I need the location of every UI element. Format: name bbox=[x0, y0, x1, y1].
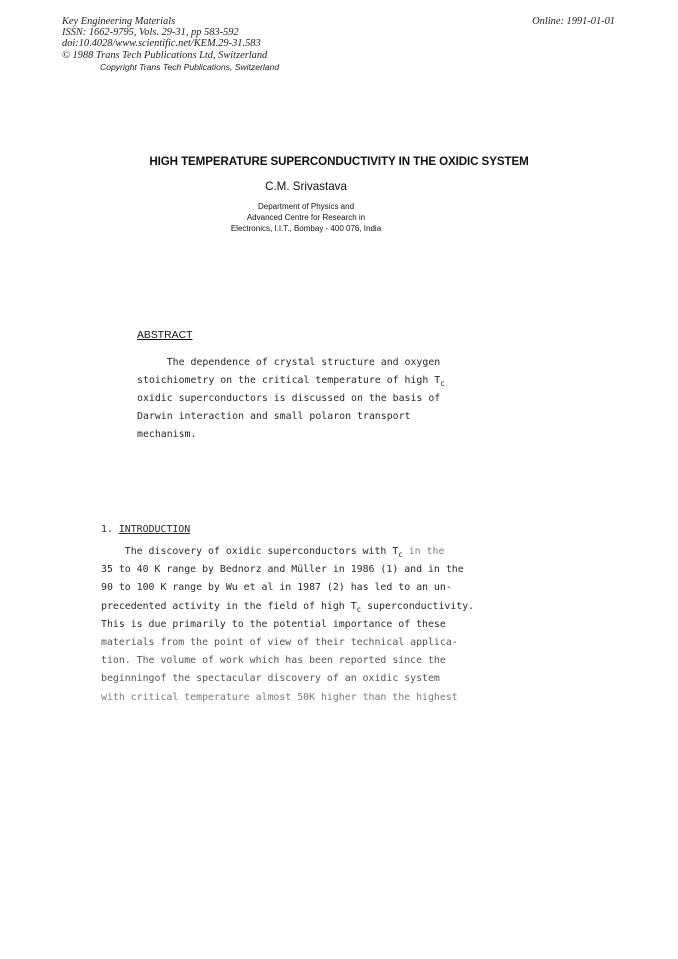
intro-line: tion. The volume of work which has been reported since the bbox=[101, 655, 446, 667]
section-number: 1. bbox=[101, 524, 119, 535]
abstract-line: mechanism. bbox=[137, 429, 197, 440]
affiliation-line: Advanced Centre for Research in bbox=[246, 213, 366, 223]
intro-line-text: superconductivity. bbox=[361, 600, 475, 612]
issn-line: ISSN: 1662-9795, Vols. 29-31, pp 583-592 bbox=[62, 27, 239, 39]
paper-author: C.M. Srivastava bbox=[265, 180, 347, 193]
abstract-line bbox=[137, 372, 445, 390]
intro-line bbox=[101, 598, 474, 616]
copyright-line: © 1988 Trans Tech Publications Ltd, Switzerland bbox=[62, 49, 268, 61]
abstract-body bbox=[137, 354, 445, 444]
abstract-line: oxidic superconductors is discussed on the basis of bbox=[137, 393, 441, 404]
abstract-line-text: stoichiometry on the critical temperature of high T bbox=[137, 375, 441, 386]
intro-line-text: in the bbox=[402, 546, 445, 557]
intro-line: 90 to 100 K range by Wu et al in 1987 (2) has led to an un- bbox=[101, 582, 452, 594]
subscript-c: c bbox=[440, 379, 445, 388]
intro-line: 35 to 40 K range by Bednorz and Müller in 1986 (1) and in the bbox=[101, 564, 464, 576]
journal-metadata bbox=[62, 16, 279, 73]
intro-line: beginningof the spectacular discovery of an oxidic system bbox=[101, 673, 440, 685]
affiliation-line: Department of Physics and bbox=[257, 202, 355, 211]
copyright-trans-tech: Copyright Trans Tech Publications, Switzerland bbox=[100, 61, 280, 72]
intro-line bbox=[101, 543, 474, 561]
journal-name: Key Engineering Materials bbox=[62, 16, 176, 27]
paper-title: HIGH TEMPERATURE SUPERCONDUCTIVITY IN THE OXIDIC SYSTEM bbox=[149, 155, 529, 168]
intro-line-text: precedented activity in the field of high T bbox=[101, 600, 357, 612]
section-title: INTRODUCTION bbox=[118, 524, 191, 535]
intro-line: materials from the point of view of their technical applica- bbox=[101, 637, 458, 649]
affiliation-line: Electronics, I.I.T., Bombay - 400 076, India bbox=[230, 224, 382, 234]
subscript-c: c bbox=[398, 550, 403, 559]
intro-line: with critical temperature almost 50K higher than the highest bbox=[101, 691, 458, 703]
intro-line-text: The discovery of oxidic superconductors with T bbox=[101, 546, 399, 557]
abstract-line: The dependence of crystal structure and oxygen bbox=[137, 357, 441, 368]
abstract-heading: ABSTRACT bbox=[137, 330, 193, 341]
subscript-c: c bbox=[356, 604, 362, 614]
introduction-body bbox=[101, 543, 474, 707]
intro-line: This is due primarily to the potential importance of these bbox=[101, 618, 446, 630]
author-affiliation bbox=[0, 201, 612, 235]
online-date: Online: 1991-01-01 bbox=[532, 16, 615, 27]
abstract-line: Darwin interaction and small polaron transport bbox=[137, 411, 411, 422]
section-heading-introduction bbox=[101, 524, 190, 535]
doi-line: doi:10.4028/www.scientific.net/KEM.29-31.583 bbox=[62, 38, 261, 50]
